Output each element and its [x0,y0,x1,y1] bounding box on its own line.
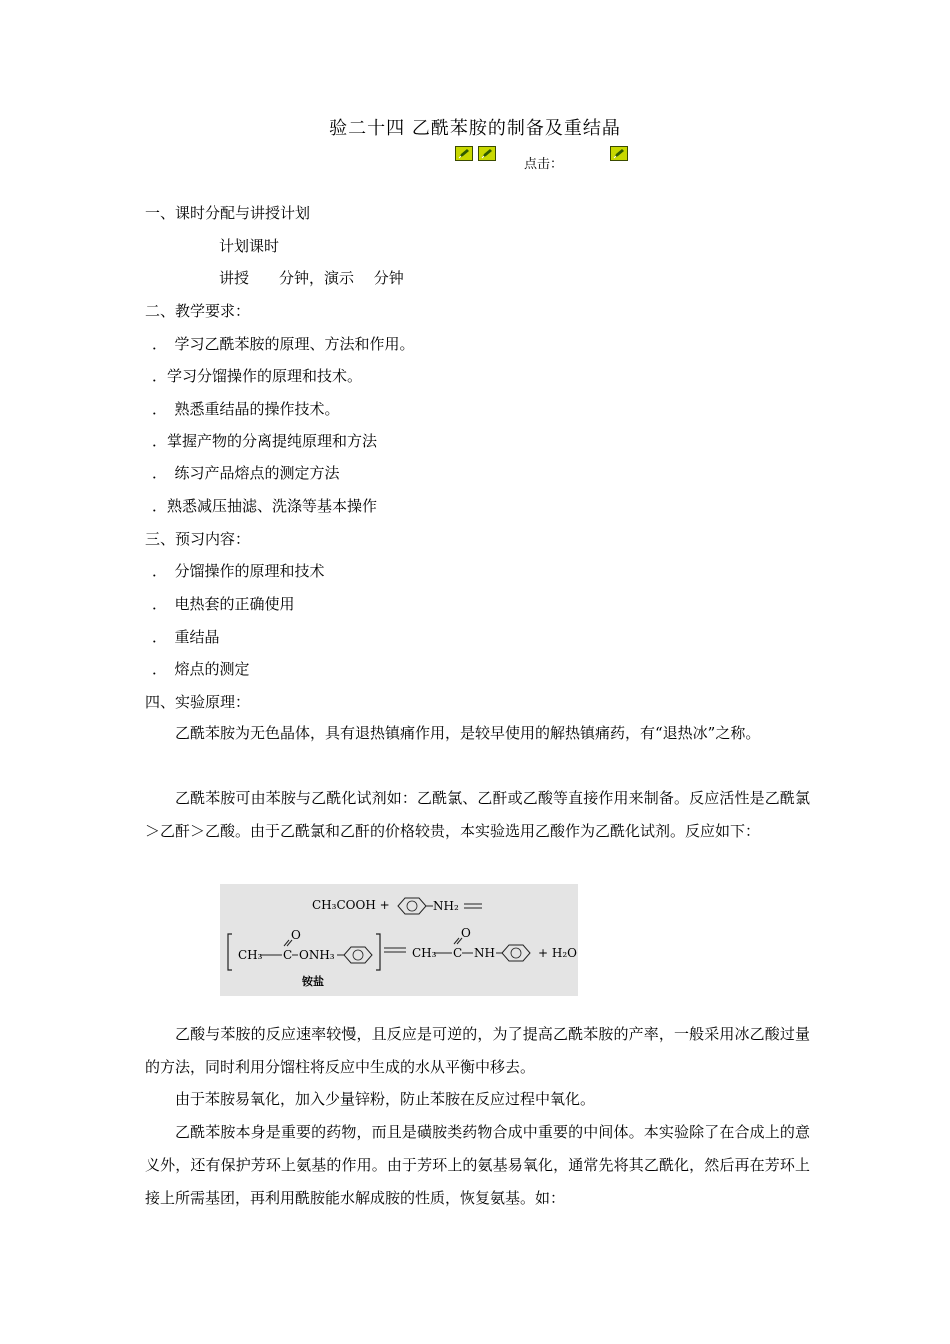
paragraph: 乙酰苯胺为无色晶体，具有退热镇痛作用，是较早使用的解热镇痛药，有“退热冰”之称。 [175,724,761,742]
pencil-icon [458,148,470,159]
list-item: ． 分馏操作的原理和技术 [152,562,325,580]
intermediate-oxygen: O [291,928,301,942]
list-item: ． 熟悉重结晶的操作技术。 [152,400,340,418]
pencil-icon [481,148,493,159]
section-heading: 三、预习内容： [145,530,251,548]
lecture-demo-minutes: 讲授 分钟，演示 分钟 [219,269,404,287]
reactant-acetic-acid: CH₃COOH + [312,898,390,912]
list-item: ．熟悉减压抽滤、洗涤等基本操作 [152,497,378,515]
nav-row [0,146,950,168]
list-item: ． 练习产品熔点的测定方法 [152,464,340,482]
list-item: ． 学习乙酰苯胺的原理、方法和作用。 [152,335,415,353]
paragraph: 乙酸与苯胺的反应速率较慢，且反应是可逆的，为了提高乙酰苯胺的产率，一般采用冰乙酸过量的方法，同时利用分馏柱将反应中生成的水从平衡中移去。 [145,1025,810,1076]
section-heading: 四、实验原理： [145,693,251,711]
pencil-icon [613,148,625,159]
water-product: + H₂O [538,946,577,960]
intermediate-ch3: CH₃ [238,948,263,962]
paragraph: 乙酰苯胺本身是重要的药物，而且是磺胺类药物合成中重要的中间体。本实验除了在合成上的意义外，还有保护芳环上氨基的作用。由于芳环上的氨基易氧化，通常先将其乙酰化，然后再在芳环上接上所需基团，再利用酰胺能水解成胺的性质，恢复氨基。如： [145,1123,810,1207]
list-item: ． 熔点的测定 [152,660,250,678]
list-item: ． 电热套的正确使用 [152,595,295,613]
intermediate-onh3: ONH₃ [299,948,335,962]
product-nh: NH [474,946,495,960]
ammonium-salt-label: 铵盐 [302,975,324,988]
product-carbon: C [453,946,463,960]
paragraph: 由于苯胺易氧化，加入少量锌粉，防止苯胺在反应过程中氧化。 [175,1090,596,1108]
section-heading: 一、课时分配与讲授计划 [145,204,311,222]
amino-group: NH₂ [433,899,459,913]
nav-button-prev[interactable] [455,146,473,161]
paragraph: 乙酰苯胺可由苯胺与乙酰化试剂如：乙酰氯、乙酐或乙酸等直接作用来制备。反应活性是乙酰氯＞乙酐＞乙酸。由于乙酰氯和乙酐的价格较贵，本实验选用乙酸作为乙酰化试剂。反应如下： [145,789,810,840]
product-ch3: CH₃ [412,946,437,960]
reaction-figure [220,884,578,996]
page-title: 验二十四 乙酰苯胺的制备及重结晶 [329,118,621,139]
nav-button-next[interactable] [478,146,496,161]
planned-hours: 计划课时 [219,237,280,255]
section-heading: 二、教学要求： [145,302,251,320]
intermediate-carbon: C [283,948,293,962]
nav-button-click[interactable] [610,146,628,161]
reaction-scheme [220,884,578,996]
click-label: 点击： [524,157,564,172]
list-item: ．掌握产物的分离提纯原理和方法 [152,432,378,450]
list-item: ． 重结晶 [152,628,220,646]
product-oxygen: O [461,926,471,940]
list-item: ．学习分馏操作的原理和技术。 [152,367,363,385]
